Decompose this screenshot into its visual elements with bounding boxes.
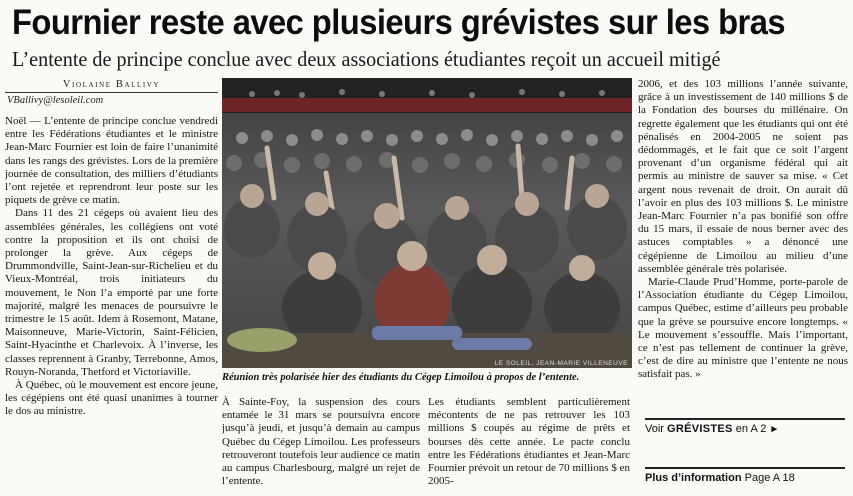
more-info-reference[interactable]	[645, 467, 845, 487]
crowd-photo-illustration	[222, 78, 632, 368]
byline-author: Violaine Ballivy	[5, 79, 218, 93]
article-paragraph: Marie-Claude Prud’Homme, porte-parole de l’Association étudiante du Cégep Limoilou, campus Québec, estime d’ailleurs peu probable que la grève se poursuive encore longtemps. « Le mouvement s’essouffle. Mais l’important, ce n’est pas tellement de continuer la grève, c’est de dire au ministre que l’entente ne nous satisfait pas. »	[638, 276, 848, 381]
more-info-label: Plus d’information	[645, 472, 742, 484]
article-paragraph: Dans 11 des 21 cégeps où avaient lieu des assemblées générales, les collégiens ont voté contre la proposition et ils ont choisi de prolonger la grève. Aux cégeps de Drummondville, Saint-Jean-sur-Richelieu et du Vieux-Montréal, trois initiateurs du mouvement, le Non l’a emporté par une forte majorité, malgré les menaces de poursuivre le trimestre le 15 août. Idem à Rosemont, Matane, Maisonneuve, Marie-Victorin, Saint-Félicien, Saint-Hyacinthe et Charlevoix. À l’inverse, les classes reprennent à Granby, Terrebonne, Amos, Rouyn-Noranda, Thetford et Victoriaville.	[5, 207, 218, 378]
see-also-keyword: GRÉVISTES	[667, 423, 733, 435]
article-column-middle-2	[428, 396, 630, 492]
triangle-right-icon: ►	[769, 424, 780, 435]
byline-email-link[interactable]: VBallivy@lesoleil.com	[7, 95, 104, 106]
article-column-right	[638, 78, 848, 418]
deck-subtitle: L’entente de principe conclue avec deux associations étudiantes reçoit un accueil mitigé	[12, 47, 721, 71]
byline	[5, 79, 218, 111]
photo-credit: LE SOLEIL, JEAN-MARIE VILLENEUVE	[494, 360, 628, 367]
article-column-left	[5, 115, 218, 490]
more-info-page: Page A 18	[744, 472, 795, 484]
see-also-prefix: Voir	[645, 423, 664, 435]
article-column-middle-1	[222, 396, 420, 492]
article-paragraph: Les étudiants semblent particulièrement mécontents de ne pas retrouver les 103 millions $ coupés au régime de prêts et bourses dès cette année. Le pacte conclu entre les Fédérations étudiantes et Jean-Marc Fournier prévoit un retour de 70 millions $ en 2005-	[428, 396, 630, 488]
news-photo	[222, 78, 632, 368]
article-paragraph: Noël — L’entente de principe conclue vendredi entre les Fédérations étudiantes et le ministre Jean-Marc Fournier est loin de faire l’unanimité dans les rangs des grévistes. Lors de la première journée de consultation, des milliers d’étudiants l’ont rejetée et reprendront leur poste sur les piquets de grève ce matin.	[5, 115, 218, 207]
photo-caption: Réunion très polarisée hier des étudiants du Cégep Limoilou à propos de l’entente.	[222, 372, 580, 383]
headline: Fournier reste avec plusieurs grévistes sur les bras	[12, 3, 785, 42]
article-paragraph: À Sainte-Foy, la suspension des cours entamée le 31 mars se poursuivra encore jusqu’à jeudi, et jusqu’à demain au campus Québec du Cégep Limoilou. Les professeurs retrouveront toutefois leur audience ce matin au campus Charlesbourg, malgré un rejet de l’entente.	[222, 396, 420, 488]
article-paragraph: 2006, et des 103 millions l’année suivante, grâce à un investissement de 140 millions $ de la Fondation des bourses du millénaire. On regrette également que les étudiants qui ont été pénalisés en 2004-2005 ne soient pas dédommagés, et le fait que ce soit l’argent provenant d’un organisme fédéral qui ait permis au ministre de sauver sa mise. « Cet argent nous revenait de droit. On aurait dû l’avoir en plus des 103 millions $. Le ministre Jean-Marc Fournier n’a pas bonifié son offre du 15 mars, il essaie de nous berner avec des astuces comptables » a dénoncé une cégépienne de Limoilou au milieu d’une assemblée générale très polarisée.	[638, 78, 848, 275]
article-paragraph: À Québec, où le mouvement est encore jeune, les cégépiens ont été quasi unanimes à tourner le dos au ministre.	[5, 379, 218, 418]
see-also-page: en A 2	[735, 423, 767, 435]
see-also-reference[interactable]	[645, 418, 845, 438]
